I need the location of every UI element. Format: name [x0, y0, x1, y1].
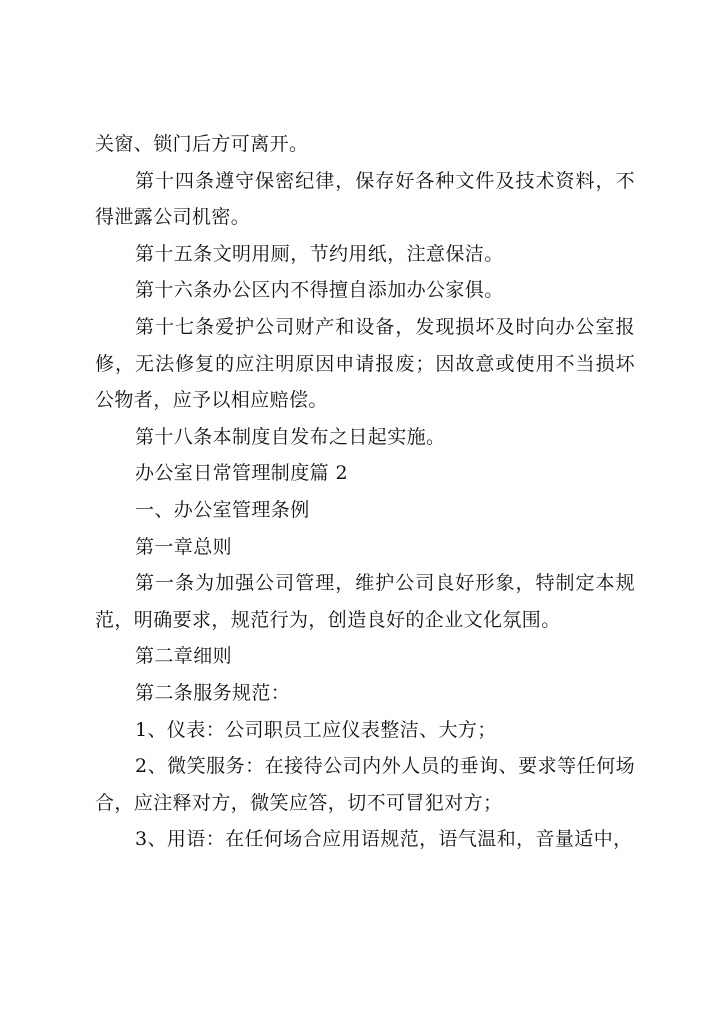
document-body [95, 126, 635, 858]
paragraph: 第一条为加强公司管理，维护公司良好形象，特制定本规范，明确要求，规范行为，创造良好的企业文化氛围。 [95, 572, 635, 631]
list-item: 3、用语：在任何场合应用语规范，语气温和，音量适中， [135, 828, 633, 851]
paragraph: 第十七条爱护公司财产和设备，发现损坏及时向办公室报修，无法修复的应注明原因申请报废；因故意或使用不当损坏公物者，应予以相应赔偿。 [95, 315, 635, 412]
paragraph: 关窗、锁门后方可离开。 [95, 133, 309, 155]
section-heading: 一、办公室管理条例 [135, 498, 310, 521]
chapter-heading: 第一章总则 [135, 535, 233, 558]
section-heading: 办公室日常管理制度篇 2 [135, 462, 348, 485]
paragraph: 第二条服务规范： [135, 681, 291, 704]
paragraph: 第十八条本制度自发布之日起实施。 [135, 425, 446, 448]
paragraph: 第十五条文明用厕，节约用纸，注意保洁。 [135, 242, 504, 265]
paragraph: 第十六条办公区内不得擅自添加办公家俱。 [135, 279, 504, 302]
chapter-heading: 第二章细则 [135, 645, 233, 668]
list-item: 2、微笑服务：在接待公司内外人员的垂询、要求等任何场合，应注释对方，微笑应答，切不可冒犯对方； [95, 755, 635, 814]
list-item: 1、仪表：公司职员工应仪表整洁、大方； [135, 718, 497, 741]
paragraph: 第十四条遵守保密纪律，保存好各种文件及技术资料，不得泄露公司机密。 [95, 169, 635, 229]
